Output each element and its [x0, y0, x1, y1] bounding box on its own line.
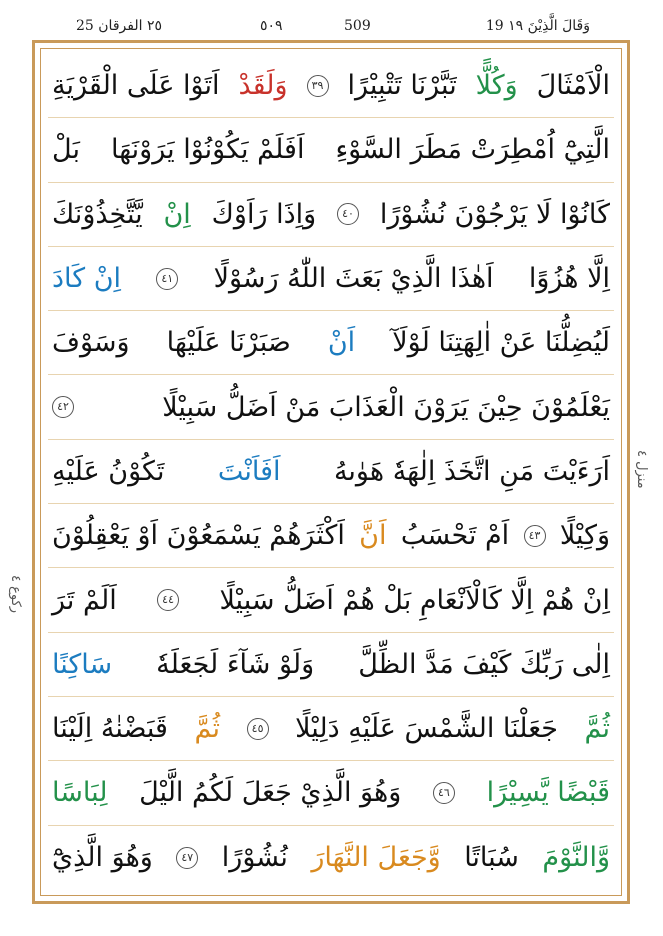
verse-line: [48, 440, 614, 504]
page-header: [32, 14, 630, 38]
ayah-number-marker: ٤٠: [337, 203, 359, 225]
verse-text: بَلْ: [52, 134, 80, 166]
verse-text: ثُمَّ: [194, 713, 221, 745]
verse-text: الَّتِيْٓ اُمْطِرَتْ مَطَرَ السَّوْءِ: [335, 134, 610, 166]
verse-line: [48, 311, 614, 375]
ayah-number-marker: ٤٦: [433, 782, 455, 804]
verse-text: اَكْثَرَهُمْ يَسْمَعُوْنَ اَوْ يَعْقِلُوْنَ: [52, 520, 345, 552]
ayah-number-marker: ٤٥: [247, 718, 269, 740]
verse-text: اِنْ: [163, 198, 191, 230]
verse-text: اَهٰذَا الَّذِيْ بَعَثَ اللّٰهُ رَسُوْلًا: [213, 263, 494, 295]
verse-text: وَلَقَدْ: [238, 70, 288, 102]
verse-text: تَكُوْنُ عَلَيْهِ: [52, 455, 165, 487]
verse-line: [48, 247, 614, 311]
verse-lines: [48, 54, 614, 890]
verse-text: الْاَمْثَالَ: [536, 70, 610, 102]
verse-text: تَبَّرْنَا تَتْبِيْرًا: [347, 70, 457, 102]
ayah-number-marker: ٤٢: [52, 396, 74, 418]
verse-text: وَلَوْ شَآءَ لَجَعَلَهٗ: [156, 648, 315, 680]
page-number-arabic: ٥٠٩: [260, 18, 283, 34]
verse-text: لَيُضِلُّنَا عَنْ اٰلِهَتِنَا لَوْلَآ: [392, 327, 610, 359]
page-number: 509: [344, 18, 371, 34]
surah-label: ٢٥ الفرقان 25: [76, 18, 162, 34]
ayah-number-marker: ٤٣: [524, 525, 546, 547]
verse-text: قَبَضْنٰهُ اِلَيْنَا: [52, 713, 168, 745]
verse-text: اِنْ هُمْ اِلَّا كَالْاَنْعَامِ بَلْ هُمْ اَضَلُّ سَبِيْلًا: [219, 584, 610, 616]
verse-text: قَبْضًا يَّسِيْرًا: [486, 777, 610, 809]
verse-text: اَنْ: [327, 327, 356, 359]
ayah-number-marker: ٤٧: [176, 847, 198, 869]
verse-line: [48, 375, 614, 439]
ayah-number-marker: ٤١: [156, 268, 178, 290]
verse-line: [48, 504, 614, 568]
verse-line: [48, 183, 614, 247]
verse-text: اِلٰى رَبِّكَ كَيْفَ مَدَّ الظِّلَّ: [358, 648, 610, 680]
verse-text: وَهُوَ الَّذِيْ جَعَلَ لَكُمُ الَّيْلَ: [139, 777, 402, 809]
verse-line: [48, 54, 614, 118]
verse-text: يَعْلَمُوْنَ حِيْنَ يَرَوْنَ الْعَذَابَ مَنْ اَضَلُّ سَبِيْلًا: [162, 391, 610, 423]
verse-text: يَّتَّخِذُوْنَكَ: [52, 198, 143, 230]
verse-text: وَسَوْفَ: [52, 327, 130, 359]
verse-text: جَعَلْنَا الشَّمْسَ عَلَيْهِ دَلِيْلًا: [295, 713, 558, 745]
verse-text: اَنَّ: [359, 520, 387, 552]
verse-text: وَكُلًّا: [475, 70, 518, 102]
verse-text: اَتَوْا عَلَى الْقَرْيَةِ: [52, 70, 220, 102]
ruku-marker: ركوع ٤: [8, 575, 23, 614]
verse-text: سَاكِنًا: [52, 648, 113, 680]
verse-text: لِبَاسًا: [52, 777, 108, 809]
verse-line: [48, 761, 614, 825]
ayah-number-marker: ٤٤: [157, 589, 179, 611]
verse-text: كَانُوْا لَا يَرْجُوْنَ نُشُوْرًا: [379, 198, 610, 230]
verse-text: اِلَّا هُزُوًا: [528, 263, 610, 295]
verse-text: وَّالنَّوْمَ: [542, 842, 610, 874]
verse-text: اِنْ كَادَ: [52, 263, 122, 295]
verse-text: وَكِيْلًا: [559, 520, 610, 552]
verse-line: [48, 633, 614, 697]
verse-text: نُشُوْرًا: [221, 842, 288, 874]
juz-label: 19 وَقَالَ الَّذِيْنَ ١٩: [485, 18, 590, 34]
verse-text: اَفَاَنْتَ: [217, 455, 281, 487]
verse-text: ثُمَّ: [584, 713, 610, 745]
verse-text: وَّجَعَلَ النَّهَارَ: [311, 842, 441, 874]
verse-text: اَرَءَيْتَ مَنِ اتَّخَذَ اِلٰهَهٗ هَوٰىهُ: [333, 455, 610, 487]
verse-line: [48, 697, 614, 761]
verse-text: صَبَرْنَا عَلَيْهَا: [166, 327, 291, 359]
verse-text: وَاِذَا رَاَوْكَ: [211, 198, 317, 230]
verse-text: وَهُوَ الَّذِيْٓ: [52, 842, 153, 874]
ayah-number-marker: ٣٩: [307, 75, 329, 97]
verse-text: اَمْ تَحْسَبُ: [400, 520, 510, 552]
verse-text: اَلَمْ تَرَ: [52, 584, 117, 616]
manzil-marker: منزل ٤: [634, 450, 649, 489]
verse-line: [48, 118, 614, 182]
verse-text: اَفَلَمْ يَكُوْنُوْا يَرَوْنَهَا: [110, 134, 305, 166]
verse-line: [48, 826, 614, 890]
verse-line: [48, 568, 614, 632]
verse-text: سُبَاتًا: [464, 842, 519, 874]
